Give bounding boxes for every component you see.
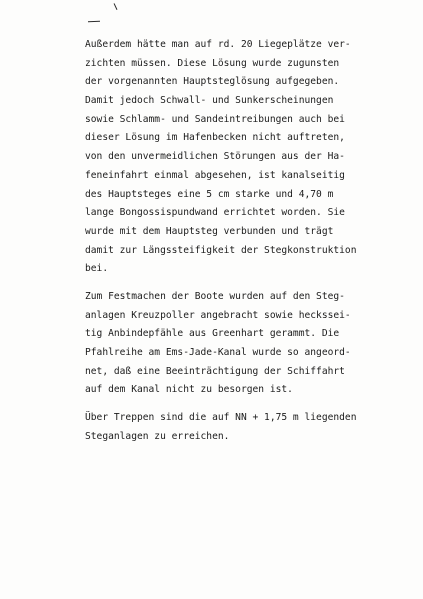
text-line: Pfahlreihe am Ems-Jade-Kanal wurde so angeord- [85, 347, 351, 358]
text-line: lange Bongossispundwand errichtet worden. Sie [85, 207, 345, 219]
text-line: Zum Festmachen der Boote wurden auf den Steg- [85, 290, 345, 302]
paragraph-stairs-access [85, 409, 405, 446]
text-line: sowie Schlamm- und Sandeintreibungen auch bei [85, 113, 345, 125]
text-line: von den unvermeidlichen Störungen aus der Ha- [85, 151, 345, 163]
text-line: net, daß eine Beeinträchtigung der Schiffahrt [85, 365, 345, 377]
text-line: des Hauptsteges eine 5 cm starke und 4,70 m [85, 188, 334, 200]
text-line: feneinfahrt einmal abgesehen, ist kanalseitig [85, 169, 345, 181]
text-line: Steganlagen zu erreichen. [85, 430, 230, 442]
text-line: bei. [85, 263, 109, 275]
text-line: zichten müssen. Diese Lösung wurde zugunsten [85, 57, 340, 69]
pen-dash-mark [88, 21, 100, 23]
typewritten-text [85, 36, 405, 446]
paragraph-mooring-bollards [85, 288, 405, 400]
text-line: auf dem Kanal nicht zu besorgen ist. [85, 384, 293, 396]
paragraph-mooring-solution [85, 36, 405, 279]
text-line: dieser Lösung im Hafenbecken nicht auftreten, [85, 132, 345, 144]
text-line: Über Treppen sind die auf NN + 1,75 m liegenden [85, 412, 357, 424]
pen-tick-mark [114, 3, 118, 10]
text-line: damit zur Längssteifigkeit der Stegkonstruktion [85, 244, 357, 256]
text-line: Außerdem hätte man auf rd. 20 Liegeplätze ver- [85, 39, 351, 50]
text-line: anlagen Kreuzpoller angebracht sowie heckssei- [85, 309, 351, 321]
text-line: tig Anbindepfähle aus Greenhart gerammt. Die [85, 328, 340, 340]
text-line: Damit jedoch Schwall- und Sunkerscheinungen [85, 95, 334, 107]
text-line: wurde mit dem Hauptsteg verbunden und trägt [85, 225, 334, 237]
text-line: der vorgenannten Hauptsteglösung aufgegeben. [85, 76, 340, 88]
